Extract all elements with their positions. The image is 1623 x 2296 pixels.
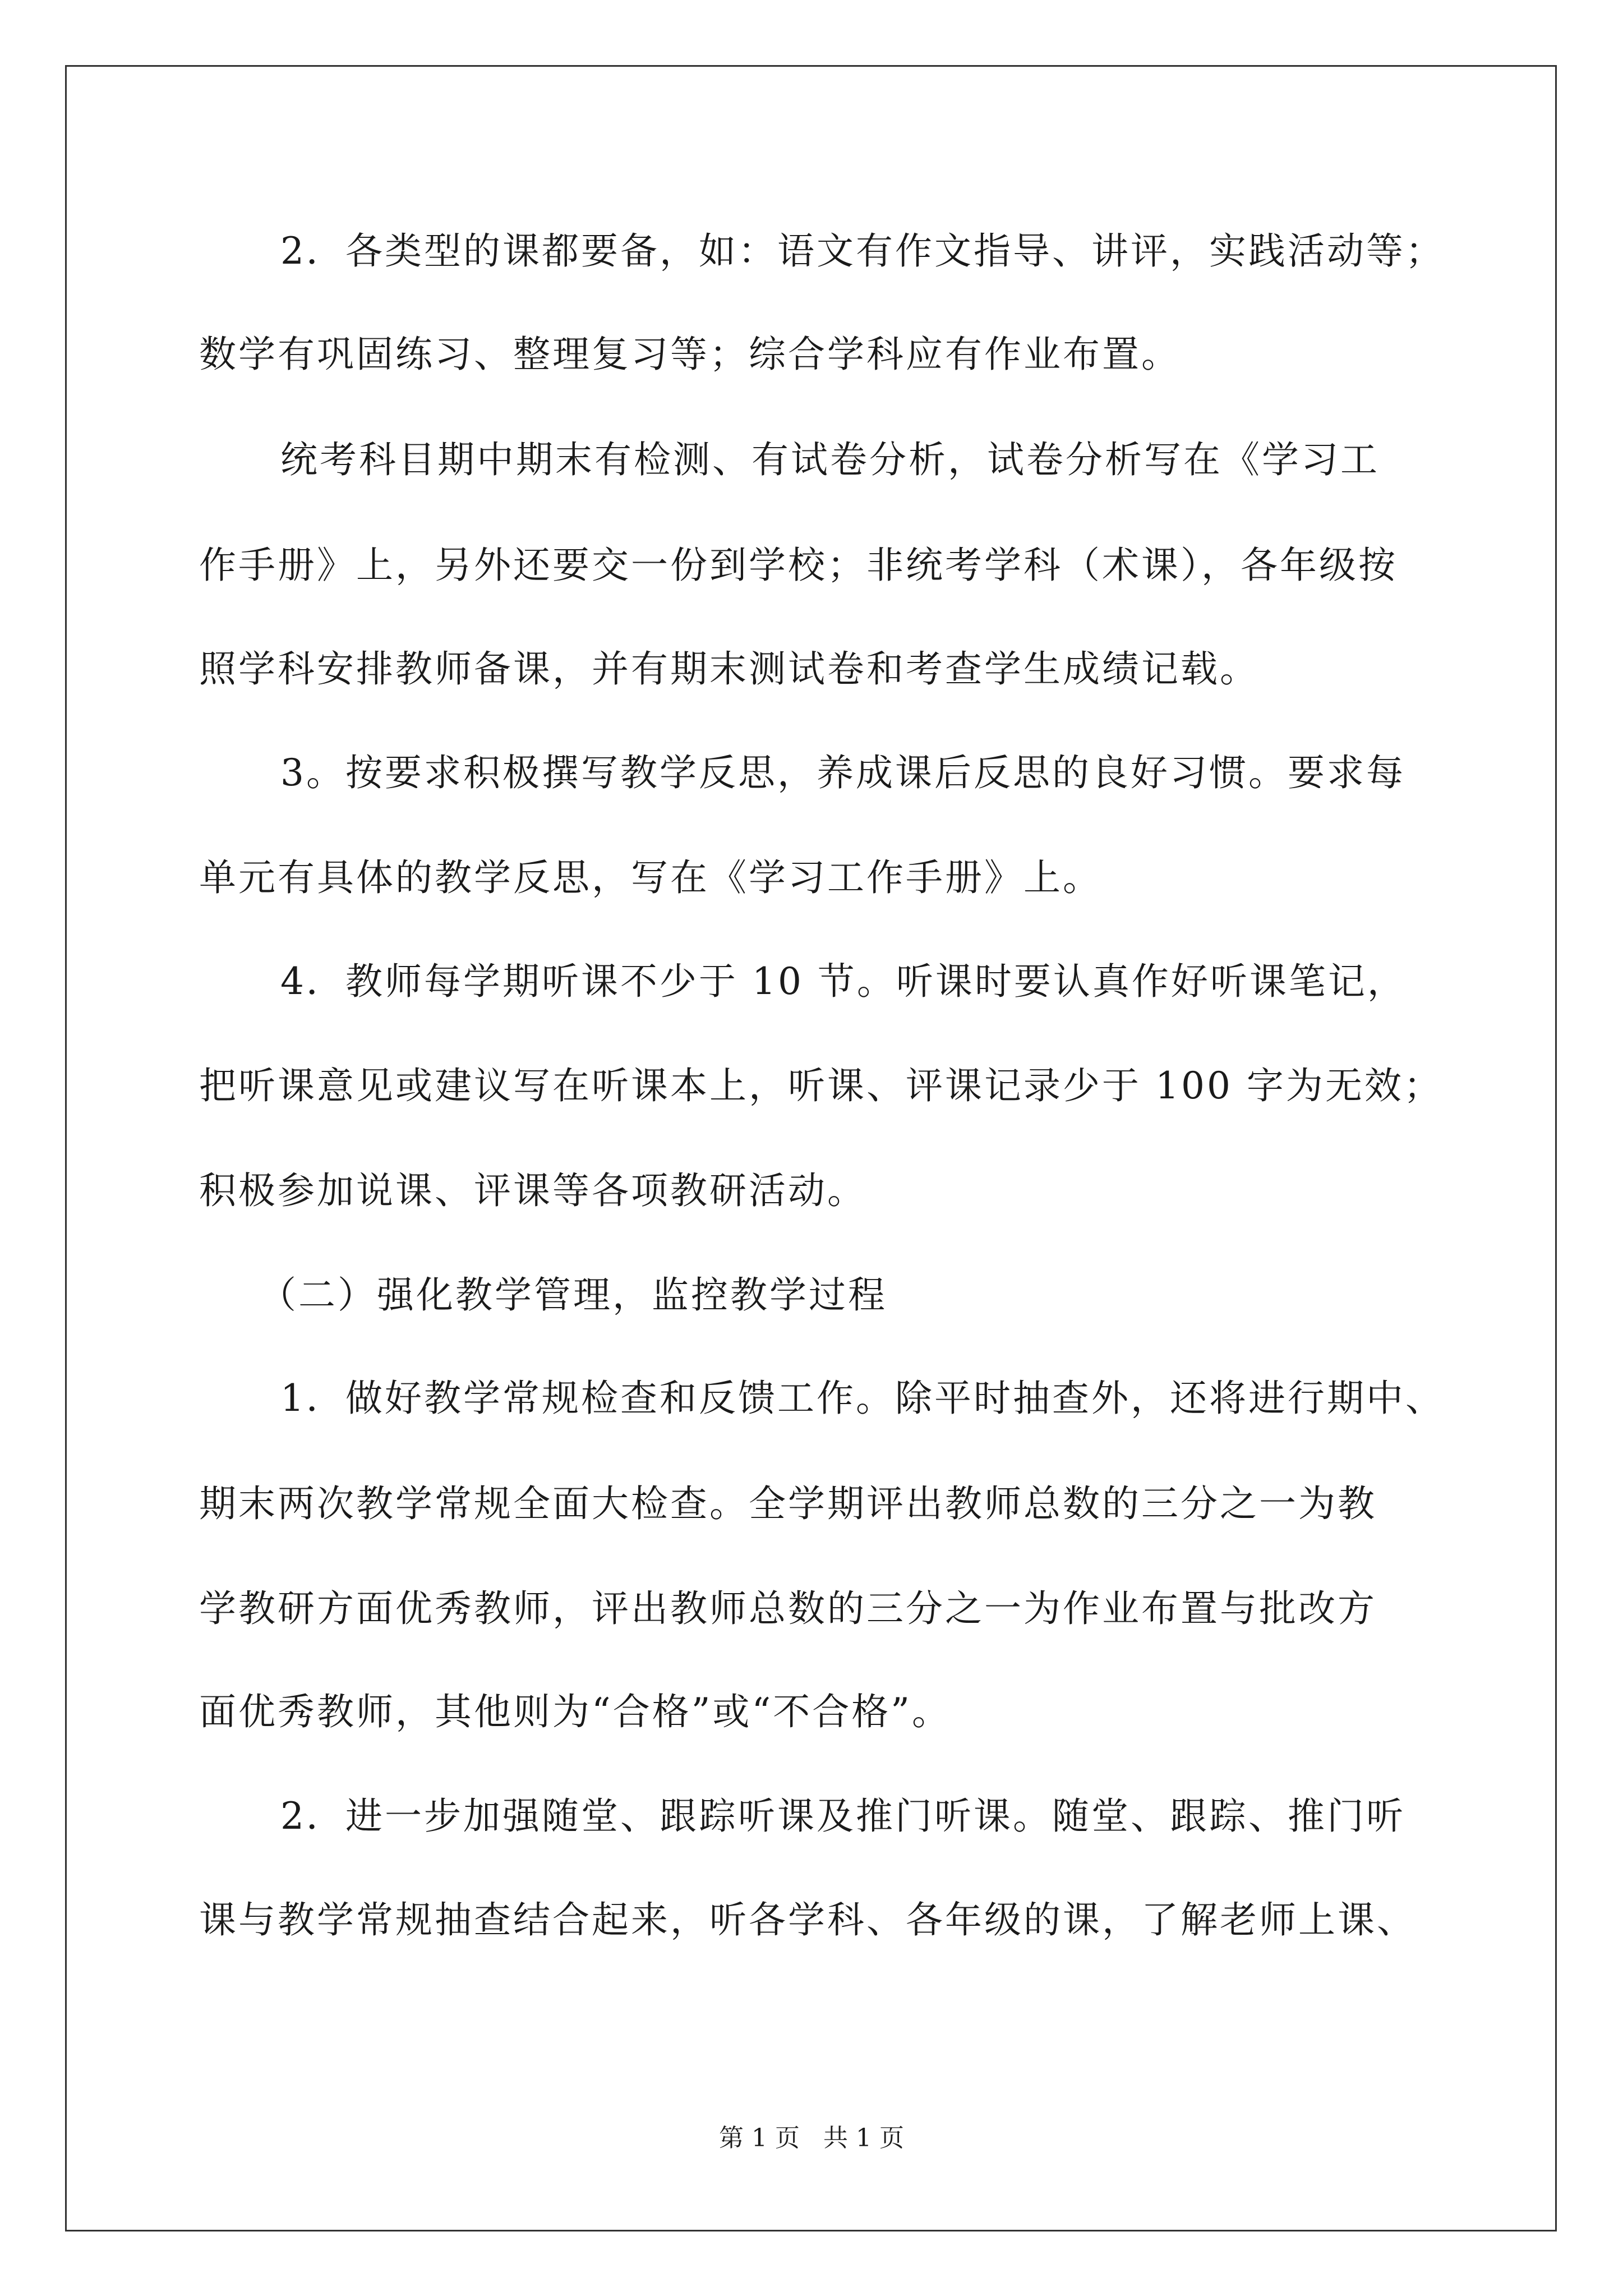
- text-line: 照学科安排教师备课，并有期末测试卷和考查学生成绩记载。: [199, 647, 1259, 691]
- text-line: 统考科目期中期末有检测、有试卷分析，试卷分析写在《学习工: [280, 438, 1380, 481]
- text-line: 单元有具体的教学反思，写在《学习工作手册》上。: [199, 856, 1102, 899]
- text-line: 3。按要求积极撰写教学反思，养成课后反思的良好习惯。要求每: [280, 751, 1405, 794]
- text-line: 把听课意见或建议写在听课本上，听课、评课记录少于 100 字为无效；: [199, 1064, 1443, 1107]
- text-line: 4．教师每学期听课不少于 10 节。听课时要认真作好听课笔记，: [280, 960, 1407, 1003]
- text-line: 数学有巩固练习、整理复习等；综合学科应有作业布置。: [199, 333, 1181, 376]
- text-line: 2．各类型的课都要备，如：语文有作文指导、讲评，实践活动等；: [280, 229, 1445, 273]
- text-line: 期末两次教学常规全面大检查。全学期评出教师总数的三分之一为教: [199, 1482, 1377, 1525]
- page-number: 第 1 页 共 1 页: [719, 2124, 904, 2152]
- text-line: 面优秀教师，其他则为“合格”或“不合格”。: [199, 1690, 951, 1733]
- text-line: 2．进一步加强随堂、跟踪听课及推门听课。随堂、跟踪、推门听: [280, 1795, 1405, 1838]
- text-line: 课与教学常规抽查结合起来，听各学科、各年级的课，了解老师上课、: [199, 1898, 1416, 1941]
- text-line: 积极参加说课、评课等各项教研活动。: [199, 1169, 866, 1212]
- section-heading: （二）强化教学管理，监控教学过程: [259, 1273, 887, 1317]
- text-line: 1．做好教学常规检查和反馈工作。除平时抽查外，还将进行期中、: [280, 1377, 1445, 1420]
- text-line: 作手册》上，另外还要交一份到学校；非统考学科（术课），各年级按: [199, 544, 1398, 587]
- text-line: 学教研方面优秀教师，评出教师总数的三分之一为作业布置与批改方: [199, 1587, 1377, 1630]
